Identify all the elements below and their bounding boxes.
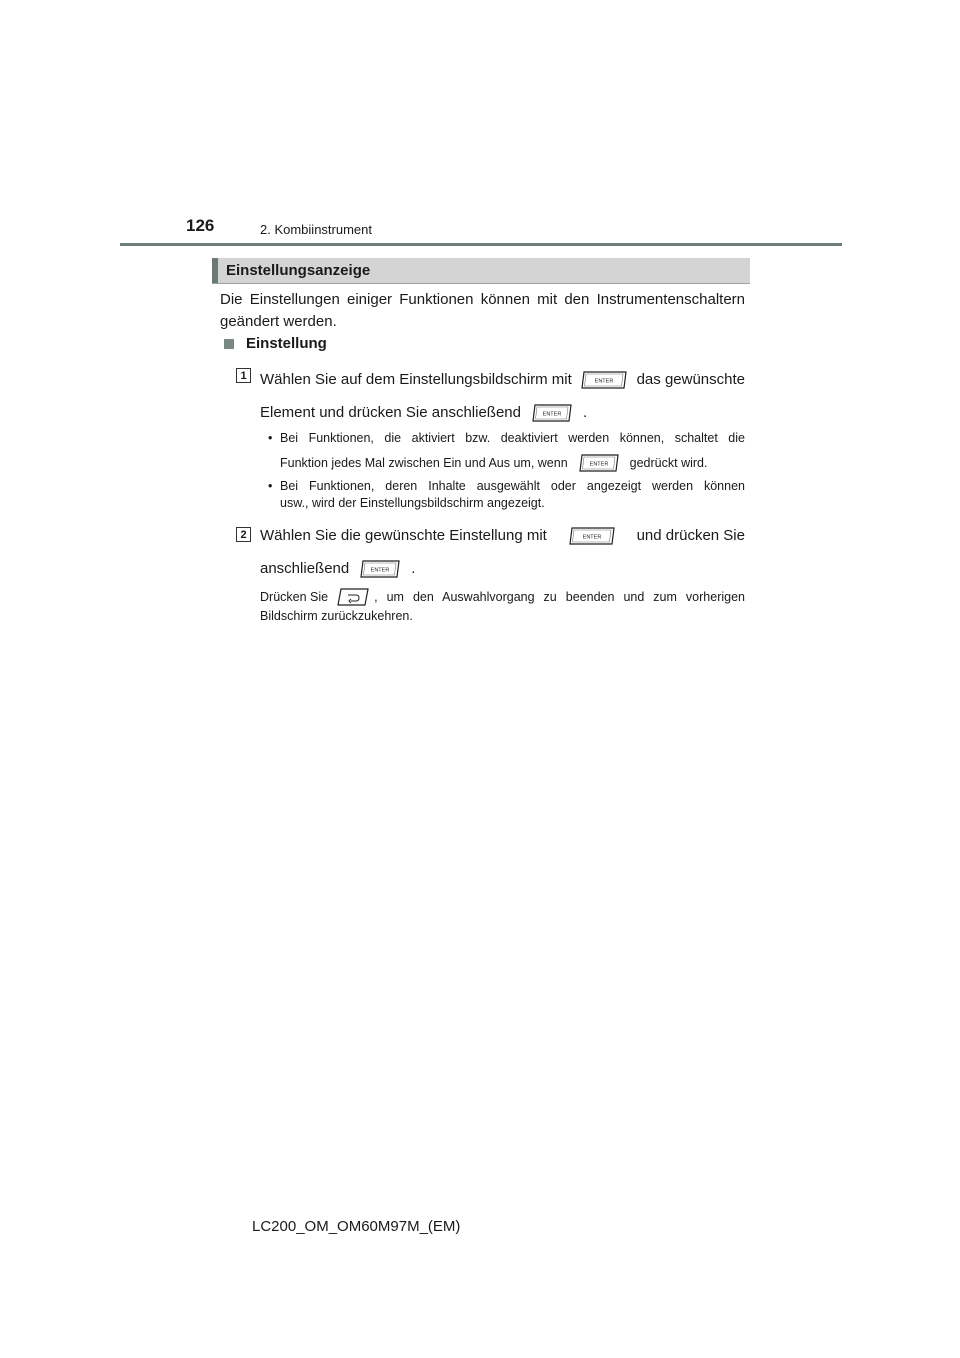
section-heading-text: Einstellungsanzeige bbox=[226, 262, 371, 279]
enter-button-icon bbox=[529, 402, 575, 424]
back-button-icon bbox=[336, 587, 370, 607]
note-text-a: Drücken Sie bbox=[260, 590, 329, 604]
enter-button-icon bbox=[566, 525, 618, 547]
enter-button-icon bbox=[576, 453, 622, 473]
section-heading-underline bbox=[212, 283, 750, 284]
intro-paragraph bbox=[220, 289, 745, 333]
enter-button-icon bbox=[357, 558, 403, 580]
bullet-marker: • bbox=[268, 431, 273, 445]
step-2-text-d: . bbox=[411, 560, 416, 577]
subheading-text: Einstellung bbox=[246, 335, 327, 352]
intro-line-1: Die Einstellungen einiger Funktionen können mit den Instrumentenschaltern bbox=[220, 291, 745, 308]
bullet-1-line-1: Bei Funktionen, die aktiviert bzw. deaktiviert werden können, schaltet die bbox=[280, 431, 745, 445]
step-2-line-2 bbox=[260, 558, 415, 580]
svg-text:ENTER: ENTER bbox=[370, 567, 390, 574]
step-2-line-1 bbox=[260, 525, 745, 547]
bullet-marker: • bbox=[268, 479, 273, 493]
step-1-text-d: . bbox=[583, 404, 588, 421]
bullet-2-line-1: Bei Funktionen, deren Inhalte ausgewählt oder angezeigt werden können bbox=[280, 479, 745, 493]
step-number-1: 1 bbox=[236, 368, 251, 383]
svg-text:ENTER: ENTER bbox=[589, 461, 608, 468]
bullet-1-text-a: Funktion jedes Mal zwischen Ein und Aus um, wenn bbox=[280, 456, 568, 470]
square-bullet-icon bbox=[224, 339, 234, 349]
step-number-2: 2 bbox=[236, 527, 251, 542]
intro-line-2: geändert werden. bbox=[220, 313, 337, 330]
step-1-line-2 bbox=[260, 402, 587, 424]
header-divider bbox=[120, 243, 842, 246]
enter-button-icon bbox=[578, 369, 630, 391]
bullet-1-line-2 bbox=[280, 453, 707, 473]
svg-text:ENTER: ENTER bbox=[582, 534, 602, 541]
subheading bbox=[224, 335, 327, 352]
step-1-line-1 bbox=[260, 369, 745, 391]
note-line-1 bbox=[260, 587, 745, 607]
page-number: 126 bbox=[186, 216, 215, 235]
step-1-text-a: Wählen Sie auf dem Einstellungsbildschirm mit bbox=[260, 371, 572, 388]
bullet-2-line-2: usw., wird der Einstellungsbildschirm angezeigt. bbox=[280, 496, 545, 510]
step-2-text-a: Wählen Sie die gewünschte Einstellung mit bbox=[260, 527, 547, 544]
note-text-b: , um den Auswahlvorgang zu beenden und zum vorherigen bbox=[374, 590, 745, 604]
step-1-text-b: das gewünschte bbox=[636, 371, 745, 388]
step-2-text-b: und drücken Sie bbox=[636, 527, 745, 544]
step-2-text-c: anschließend bbox=[260, 560, 350, 577]
section-heading bbox=[212, 258, 750, 283]
svg-text:ENTER: ENTER bbox=[594, 378, 614, 385]
bullet-1-text-b: gedrückt wird. bbox=[629, 456, 708, 470]
document-code: LC200_OM_OM60M97M_(EM) bbox=[252, 1218, 461, 1235]
svg-text:ENTER: ENTER bbox=[542, 411, 562, 418]
step-1-text-c: Element und drücken Sie anschließend bbox=[260, 404, 521, 421]
note-line-2: Bildschirm zurückzukehren. bbox=[260, 609, 413, 623]
chapter-title: 2. Kombiinstrument bbox=[260, 222, 372, 237]
